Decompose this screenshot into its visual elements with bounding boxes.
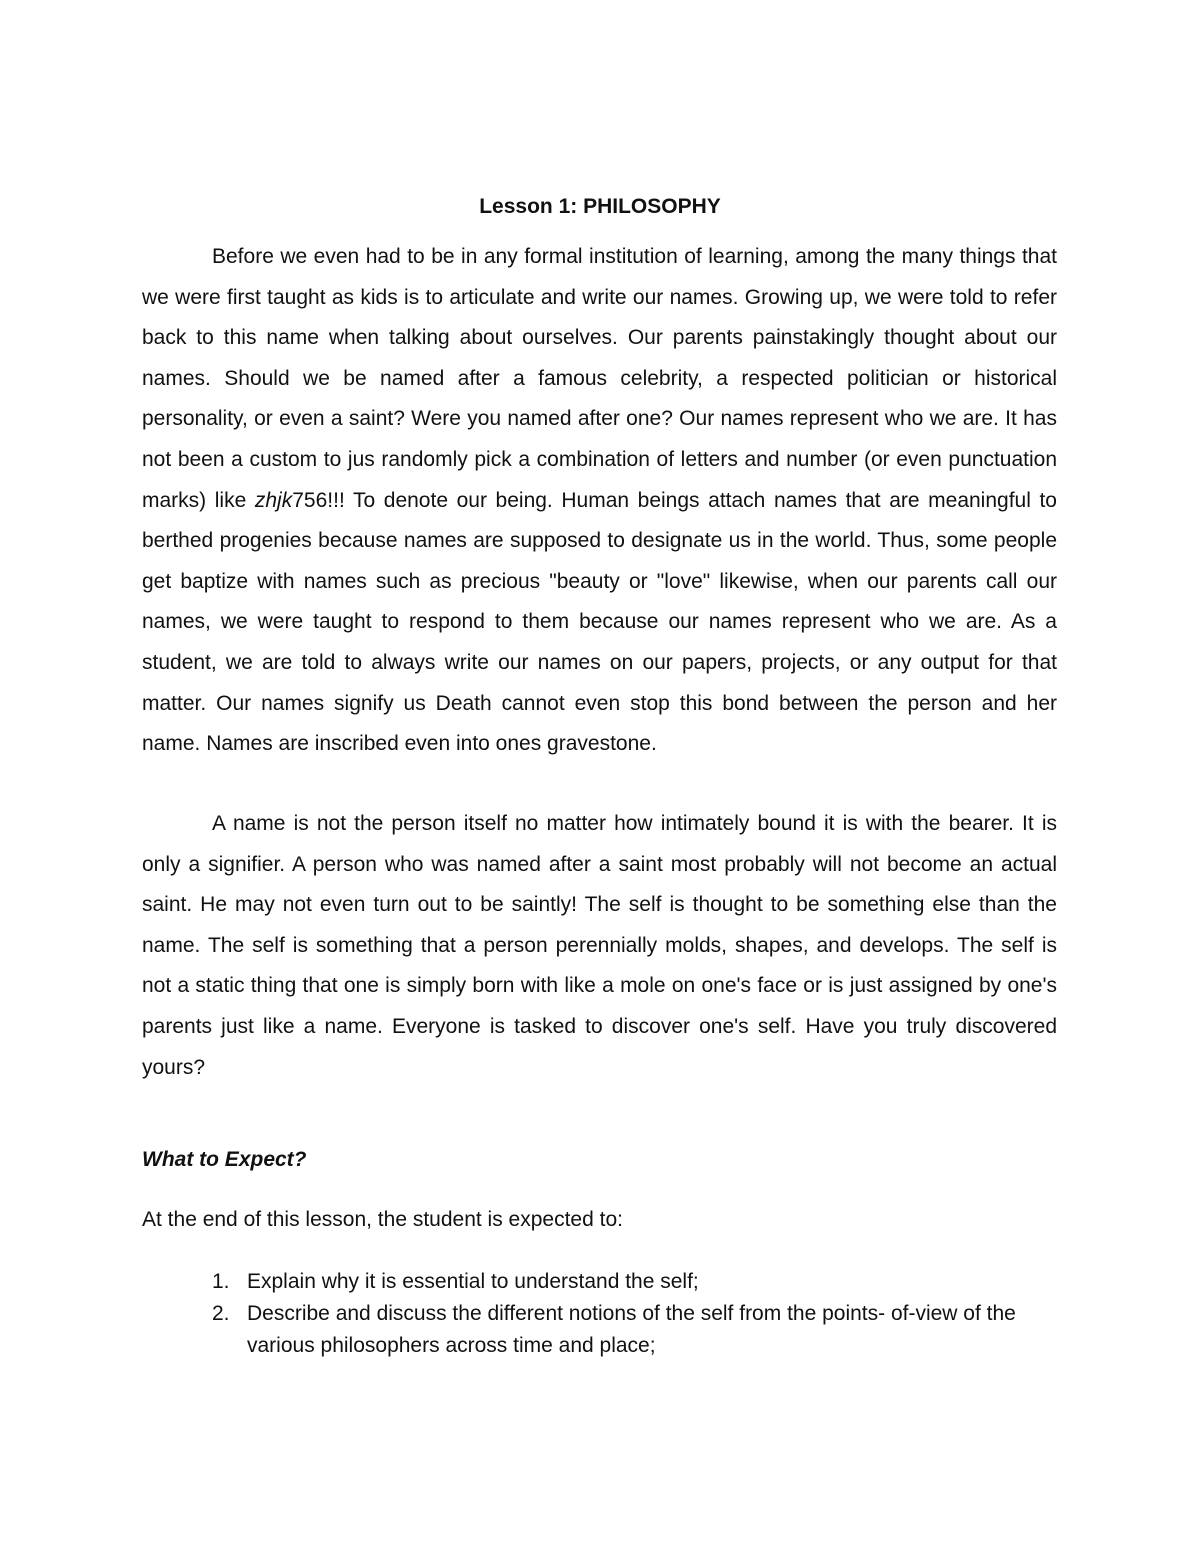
list-text: Explain why it is essential to understand the self; xyxy=(247,1270,699,1293)
objectives-intro: At the end of this lesson, the student is expected to: xyxy=(142,1208,623,1231)
list-number: 2. xyxy=(212,1302,230,1325)
paragraph-self xyxy=(142,804,1057,1088)
objectives-list xyxy=(142,1266,1057,1362)
list-text: Describe and discuss the different notions of the self from the points- of-view of the various philosophers across time and place; xyxy=(247,1302,1016,1357)
italic-example: zhjk xyxy=(254,488,293,512)
list-number: 1. xyxy=(212,1270,230,1293)
list-item xyxy=(142,1298,1057,1362)
section-heading: What to Expect? xyxy=(142,1148,307,1171)
paragraph-text-end: 756!!! To denote our being. Human beings attach names that are meaningful to berthed progenies because names are supposed to designate us in the world. Thus, some people get baptize with names such as precious "beauty or "love" likewise, when our parents call our names, we were taught to respond to them because our names represent who we are. As a student, we are told to always write our names on our papers, projects, or any output for that matter. Our names signify us Death cannot even stop this bond between the person and her name. Names are inscribed even into ones gravestone. xyxy=(142,488,1057,756)
paragraph-text xyxy=(142,237,1057,765)
list-item xyxy=(142,1266,1057,1298)
lesson-title: Lesson 1: PHILOSOPHY xyxy=(479,195,721,218)
paragraph-text: A name is not the person itself no matter how intimately bound it is with the bearer. It is only a signifier. A person who was named after a saint most probably will not become an actual saint. He may not even turn out to be saintly! The self is thought to be something else than the name. The self is something that a person perennially molds, shapes, and develops. The self is not a static thing that one is simply born with like a mole on one's face or is just assigned by one's parents just like a name. Everyone is tasked to discover one's self. Have you truly discovered yours? xyxy=(142,812,1057,1079)
paragraph-text-start: Before we even had to be in any formal institution of learning, among the many things that we were first taught as kids is to articulate and write our names. Growing up, we were told to refer back to this name when talking about ourselves. Our parents painstakingly thought about our names. Should we be named after a famous celebrity, a respected politician or historical personality, or even a saint? Were you named after one? Our names represent who we are. It has not been a custom to jus randomly pick a combination of letters and number (or even punctuation marks) like xyxy=(142,245,1057,512)
paragraph-names xyxy=(142,237,1057,765)
